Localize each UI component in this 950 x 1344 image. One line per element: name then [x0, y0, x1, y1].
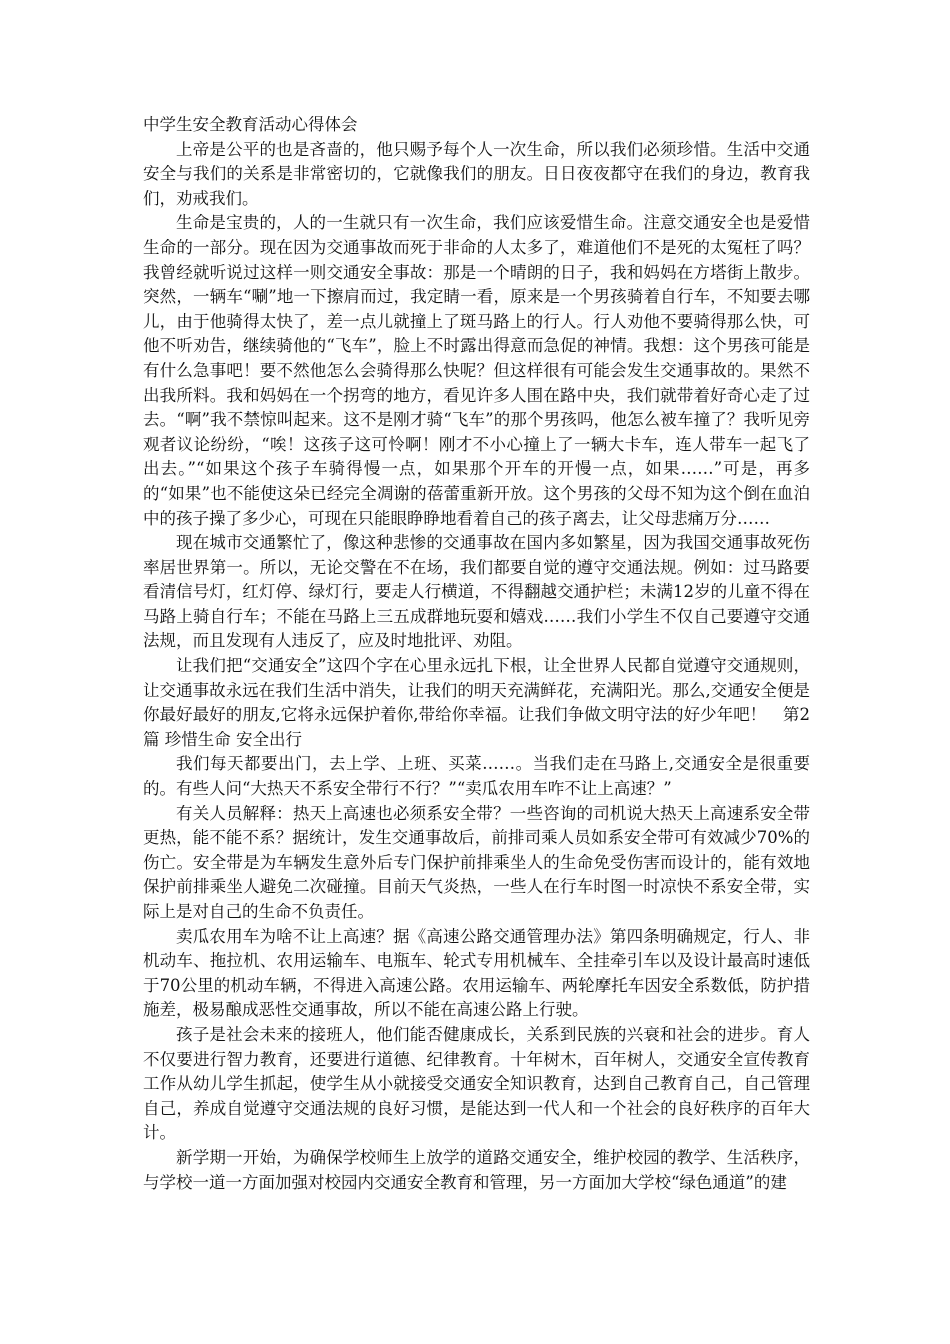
paragraph: 我们每天都要出门，去上学、上班、买菜……。当我们走在马路上,交通安全是很重要的。有些人问“大热天不系安全带行不行？”“卖瓜农用车咋不让上高速？”: [143, 754, 810, 799]
paragraph: 新学期一开始，为确保学校师生上放学的道路交通安全，维护校园的教学、生活秩序，与学校一道一方面加强对校园内交通安全教育和管理，另一方面加大学校“绿色通道”的建: [143, 1147, 810, 1192]
paragraph: 卖瓜农用车为啥不让上高速？据《高速公路交通管理办法》第四条明确规定，行人、非机动车、拖拉机、农用运输车、电瓶车、轮式专用机械车、全挂牵引车以及设计最高时速低于70公里的机动车辆，不得进入高速公路。农用运输车、两轮摩托车因安全系数低，防护措施差，极易酿成恶性交通事故，所以不能在高速公路上行驶。: [143, 926, 810, 1020]
document-title: 中学生安全教育活动心得体会: [143, 115, 358, 134]
paragraph: 上帝是公平的也是吝啬的，他只赐予每个人一次生命，所以我们必须珍惜。生活中交通安全与我们的关系是非常密切的，它就像我们的朋友。日日夜夜都守在我们的身边，教育我们，劝戒我们。: [143, 139, 810, 208]
document-body: [143, 113, 810, 1195]
paragraph: 现在城市交通繁忙了，像这种悲惨的交通事故在国内多如繁星，因为我国交通事故死伤率居世界第一。所以，无论交警在不在场，我们都要自觉的遵守交通法规。例如：过马路要看清信号灯，红灯停、绿灯行，要走人行横道，不得翻越交通护栏；未满12岁的儿童不得在马路上骑自行车；不能在马路上三五成群地玩耍和嬉戏……我们小学生不仅自己要遵守交通法规，而且发现有人违反了，应及时地批评、劝阻。: [143, 533, 810, 651]
paragraph: 生命是宝贵的，人的一生就只有一次生命，我们应该爱惜生命。注意交通安全也是爱惜生命的一部分。现在因为交通事故而死于非命的人太多了，难道他们不是死的太冤枉了吗？我曾经就听说过这样一则交通安全事故：那是一个晴朗的日子，我和妈妈在方塔街上散步。突然，一辆车“唰”地一下擦肩而过，我定睛一看，原来是一个男孩骑着自行车，不知要去哪儿，由于他骑得太快了，差一点儿就撞上了斑马路上的行人。行人劝他不要骑得那么快，可他不听劝告，继续骑他的“飞车”，脸上不时露出得意而急促的神情。我想：这个男孩可能是有什么急事吧！要不然他怎么会骑得那么快呢？但这样很有可能会发生交通事故的。果然不出我所料。我和妈妈在一个拐弯的地方，看见许多人围在路中央，我们就带着好奇心走了过去。“啊”我不禁惊叫起来。这不是刚才骑“飞车”的那个男孩吗，他怎么被车撞了？我听见旁观者议论纷纷，“唉！这孩子这可怜啊！刚才不小心撞上了一辆大卡车，连人带车一起飞了出去。”“如果这个孩子车骑得慢一点，如果那个开车的开慢一点，如果……”可是，再多的“如果”也不能使这朵已经完全凋谢的蓓蕾重新开放。这个男孩的父母不知为这个倒在血泊中的孩子操了多少心，可现在只能眼睁睁地看着自己的孩子离去，让父母悲痛万分……: [143, 213, 810, 528]
paragraph: 让我们把“交通安全”这四个字在心里永远扎下根，让全世界人民都自觉遵守交通规则，让交通事故永远在我们生活中消失，让我们的明天充满鲜花，充满阳光。那么,交通安全便是你最好最好的朋友,它将永远保护着你,带给你幸福。让我们争做文明守法的好少年吧！ 第2篇 珍惜生命 安全出行: [143, 656, 810, 749]
paragraph: 孩子是社会未来的接班人，他们能否健康成长，关系到民族的兴衰和社会的进步。育人不仅要进行智力教育，还要进行道德、纪律教育。十年树木，百年树人，交通安全宣传教育工作从幼儿学生抓起，使学生从小就接受交通安全知识教育，达到自己教育自己，自己管理自己，养成自觉遵守交通法规的良好习惯，是能达到一代人和一个社会的良好秩序的百年大计。: [143, 1024, 810, 1143]
paragraph: 有关人员解释：热天上高速也必须系安全带？一些咨询的司机说大热天上高速系安全带更热，能不能不系？据统计，发生交通事故后，前排司乘人员如系安全带可有效减少70%的伤亡。安全带是为车辆发生意外后专门保护前排乘坐人的生命免受伤害而设计的，能有效地保护前排乘坐人避免二次碰撞。目前天气炎热，一些人在行车时图一时凉快不系安全带，实际上是对自己的生命不负责任。: [143, 803, 810, 921]
